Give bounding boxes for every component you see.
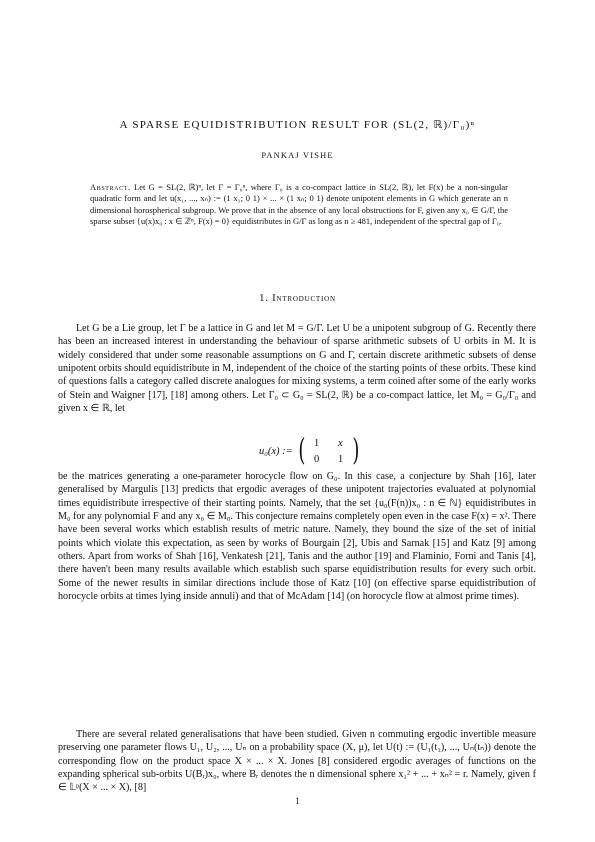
equation-lhs: u₀(x) := [259,446,293,457]
matrix-entry: 1 [338,454,344,465]
right-paren-icon: ) [352,433,360,468]
page-number: 1 [295,796,300,806]
matrix [298,433,362,470]
left-paren-icon: ( [298,433,306,468]
intro-paragraph-1: Let G be a Lie group, let Γ be a lattice in G and let M = G/Γ. Let U be a unipotent subgroup of G. Recently there has been an increased interest in understanding the behaviour of sparse arithmetic subsets of U orbits in M. It is widely considered that under some reasonable assumptions on G and Γ, certain discrete arithmetic subsets of dense unipotent orbits should equidistribute in M, independent of the choice of the starting points of these orbits. These kind of questions falls a category called discrete analogues for mixing systems, a term coined after some of the early works of Stein and Waigner [17], [18] among others. Let Γ₀ ⊂ G₀ = SL(2, ℝ) be a co-compact lattice, let M₀ = G₀/Γ₀ and given x ∈ ℝ, let [58,323,536,415]
intro-paragraph-2-block [58,470,536,603]
intro-paragraph-3: There are several related generalisations that have been studied. Given n commuting ergodic invertible measure preserving one parameter flows U₁, U₂, ..., Uₙ on a probability space (X, μ), let U(t) := (U₁(t₁), ..., Uₙ(tₙ)) denote the corresponding flow on the product space X × ... × X. Jones [8] considered ergodic averages of functions on the expanding spherical sub-orbits U(Bᵣ)x₀, where Bᵣ denotes the n dimensional sphere x₁² + ... + xₙ² = r. Namely, given f ∈ 𝕃ᵖ(X × ... × X), [8] [58,729,536,794]
abstract-text: Let G = SL(2, ℝ)ⁿ, let Γ = Γ₀ⁿ, where Γ₀ is a co-compact lattice in SL(2, ℝ), let F(x) be a non-singular quadratic form and let u(x₁, ..., xₙ) := (1 x₁; 0 1) × ... × (1 xₙ; 0 1) denote unipotent elements in G which generate an n dimensional horospherical subgroup. We prove that in the absence of any local obstructions for F, given any x₀ ∈ G/Γ, the sparse subset {u(x)x₀ : x ∈ ℤⁿ, F(x) = 0} equidistributes in G/Γ as long as n ≥ 481, independent of the spectral gap of Γ₀. [90,182,508,227]
matrix-entry: 1 [314,438,320,449]
paper-author: PANKAJ VISHE [261,151,334,160]
matrix-entry: 0 [314,454,320,465]
section-heading: 1. Introduction [259,293,336,304]
display-equation [58,433,536,470]
intro-paragraph-3-block [58,728,536,795]
abstract-label: Abstract. [90,182,131,192]
paper-title: A SPARSE EQUIDISTRIBUTION RESULT FOR (SL(2, ℝ)/Γ₀)ⁿ [119,119,476,131]
abstract-block [90,182,508,228]
intro-paragraph-2: be the matrices generating a one-parameter horocycle flow on G₀. In this case, a conjecture by Shah [16], later generalised by Margulis [13] predicts that ergodic averages of these unipotent trajectories evaluated at polynomial times equidistribute irrespective of their starting points. Namely, that the set {u₀(F(n))x₀ : n ∈ ℕ} equidistributes in M₀ for any polynomial F and any x₀ ∈ M₀. This conjecture remains completely open even in the case F(x) = x². There have been several works which establish results of metric nature. Namely, they bound the size of the set of initial points which violate this expectation, as seen by works of Bourgain [2], Ubis and Sarnak [15] and Katz [9] among others. Apart from works of Shah [16], Venkatesh [21], Tanis and the author [19] and Flaminio, Forni and Tanis [4], there haven't been many results available which establish such sparse equidistribution results for every such orbit. Some of the newer results in similar directions include those of Katz [10] (on effective sparse equidistribution of horocycle orbits at times lying inside annuli) and that of McAdam [14] (on horocycle flow at almost prime times). [58,471,536,603]
intro-paragraph-1-block [58,322,536,415]
matrix-entry: x [338,438,343,449]
